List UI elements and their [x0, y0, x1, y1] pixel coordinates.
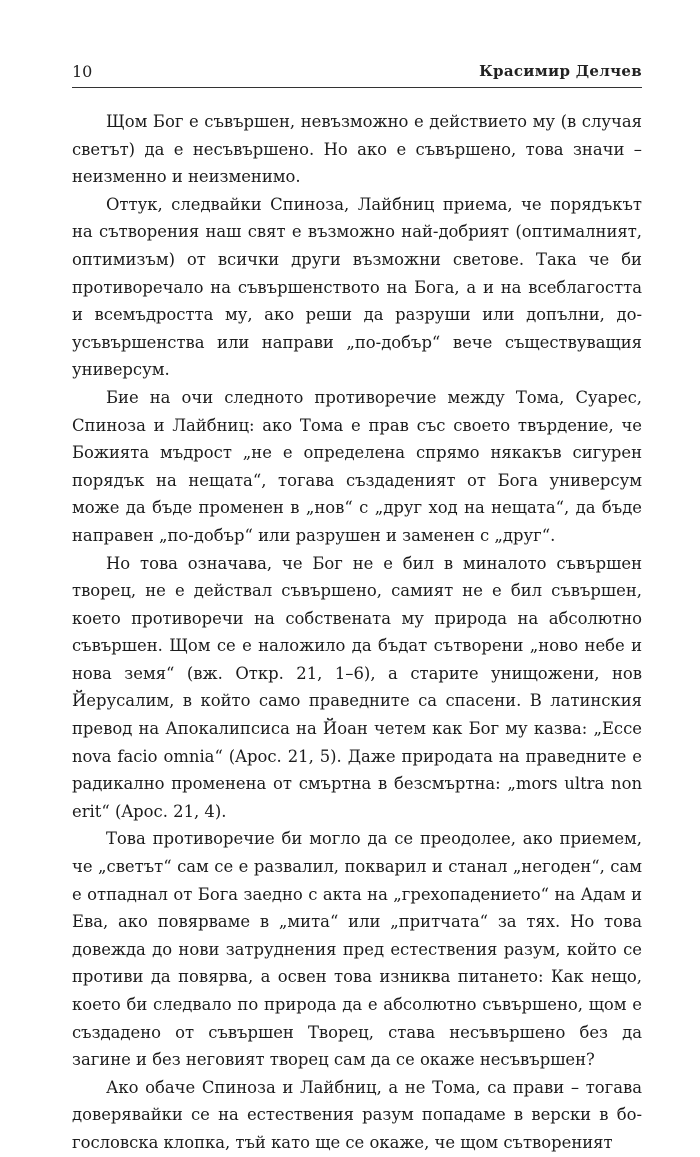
paragraph: Това противоречие би могло да се преодолее, ако приемем, че „светът“ сам се е развалил, покварил и станал „негоден“, сам е отпаднал от Бога заедно с акта на „грехопадението“ на Адам и Ева, ако повярваме в „мита“ или „притчата“ за тях. Но това довежда до нови затруднения пред естествения разум, който се противи да повярва, а освен това изниква питането: Как нещо, което би следвало по природа да е абсолютно съвършено, щом е създадено от съвършен Творец, става несъвършено без да загине и без неговият творец сам да се окаже несъвършен?	[72, 829, 642, 1070]
header-rule	[72, 87, 642, 88]
paragraph: Но това означава, че Бог не е бил в миналото съвършен творец, не е действал съвършено, самият не е бил съвършен, което противоречи на собствената му природа на абсолютно съвършен. Щом се е наложило да бъдат сътворени „ново небе и нова земя“ (вж. Откр. 21, 1–6), а старите унищожени, нов Йерусалим, в който само праведните са спасени. В латинския превод на Апокалипсиса на Йоан четем как Бог му казва: „Ecce nova facio omnia“ (Apoc. 21, 5). Даже природата на праведните е радикално променена от смъртна в безсмъртна: „mors ultra non erit“ (Apoc. 21, 4).	[72, 553, 642, 821]
page-number: 10	[72, 62, 93, 81]
body-text	[72, 108, 642, 1157]
paragraph: Бие на очи следното противоречие между Тома, Суарес, Спиноза и Лайбниц: ако Тома е прав със своето твърдение, че Божията мъдрост „не е определена спрямо някакъв сигурен порядък на нещата“, тогава създаденият от Бога универсум може да бъде променен в „нов“ с „друг ход на нещата“, да бъде направен „по-добър“ или разрушен и заменен с „друг“.	[72, 387, 642, 545]
paragraph: Щом Бог е съвършен, невъзможно е действието му (в случая светът) да е несъвършено. Но ако е съвършено, това значи – неизменно и неизменимо.	[72, 112, 642, 187]
page-header	[72, 60, 642, 86]
paragraph: Оттук, следвайки Спиноза, Лайбниц приема, че порядъкът на сътворения наш свят е възможно най-добрият (оптималният, оптимизъм) от всички други възможни светове. Така че би противоречало на съвършенството на Бога, а и на всеблагостта и всемъдростта му, ако реши да разруши или допълни, доусъвършенства или направи „по-добър“ вече съществуващия универсум.	[72, 194, 642, 380]
paragraph: Ако обаче Спиноза и Лайбниц, а не Тома, са прави – тогава доверявайки се на естествения разум попадаме в верски в богословска клопка, тъй като ще се окаже, че щом сътвореният	[72, 1077, 642, 1152]
running-head-author: Красимир Делчев	[479, 62, 642, 80]
